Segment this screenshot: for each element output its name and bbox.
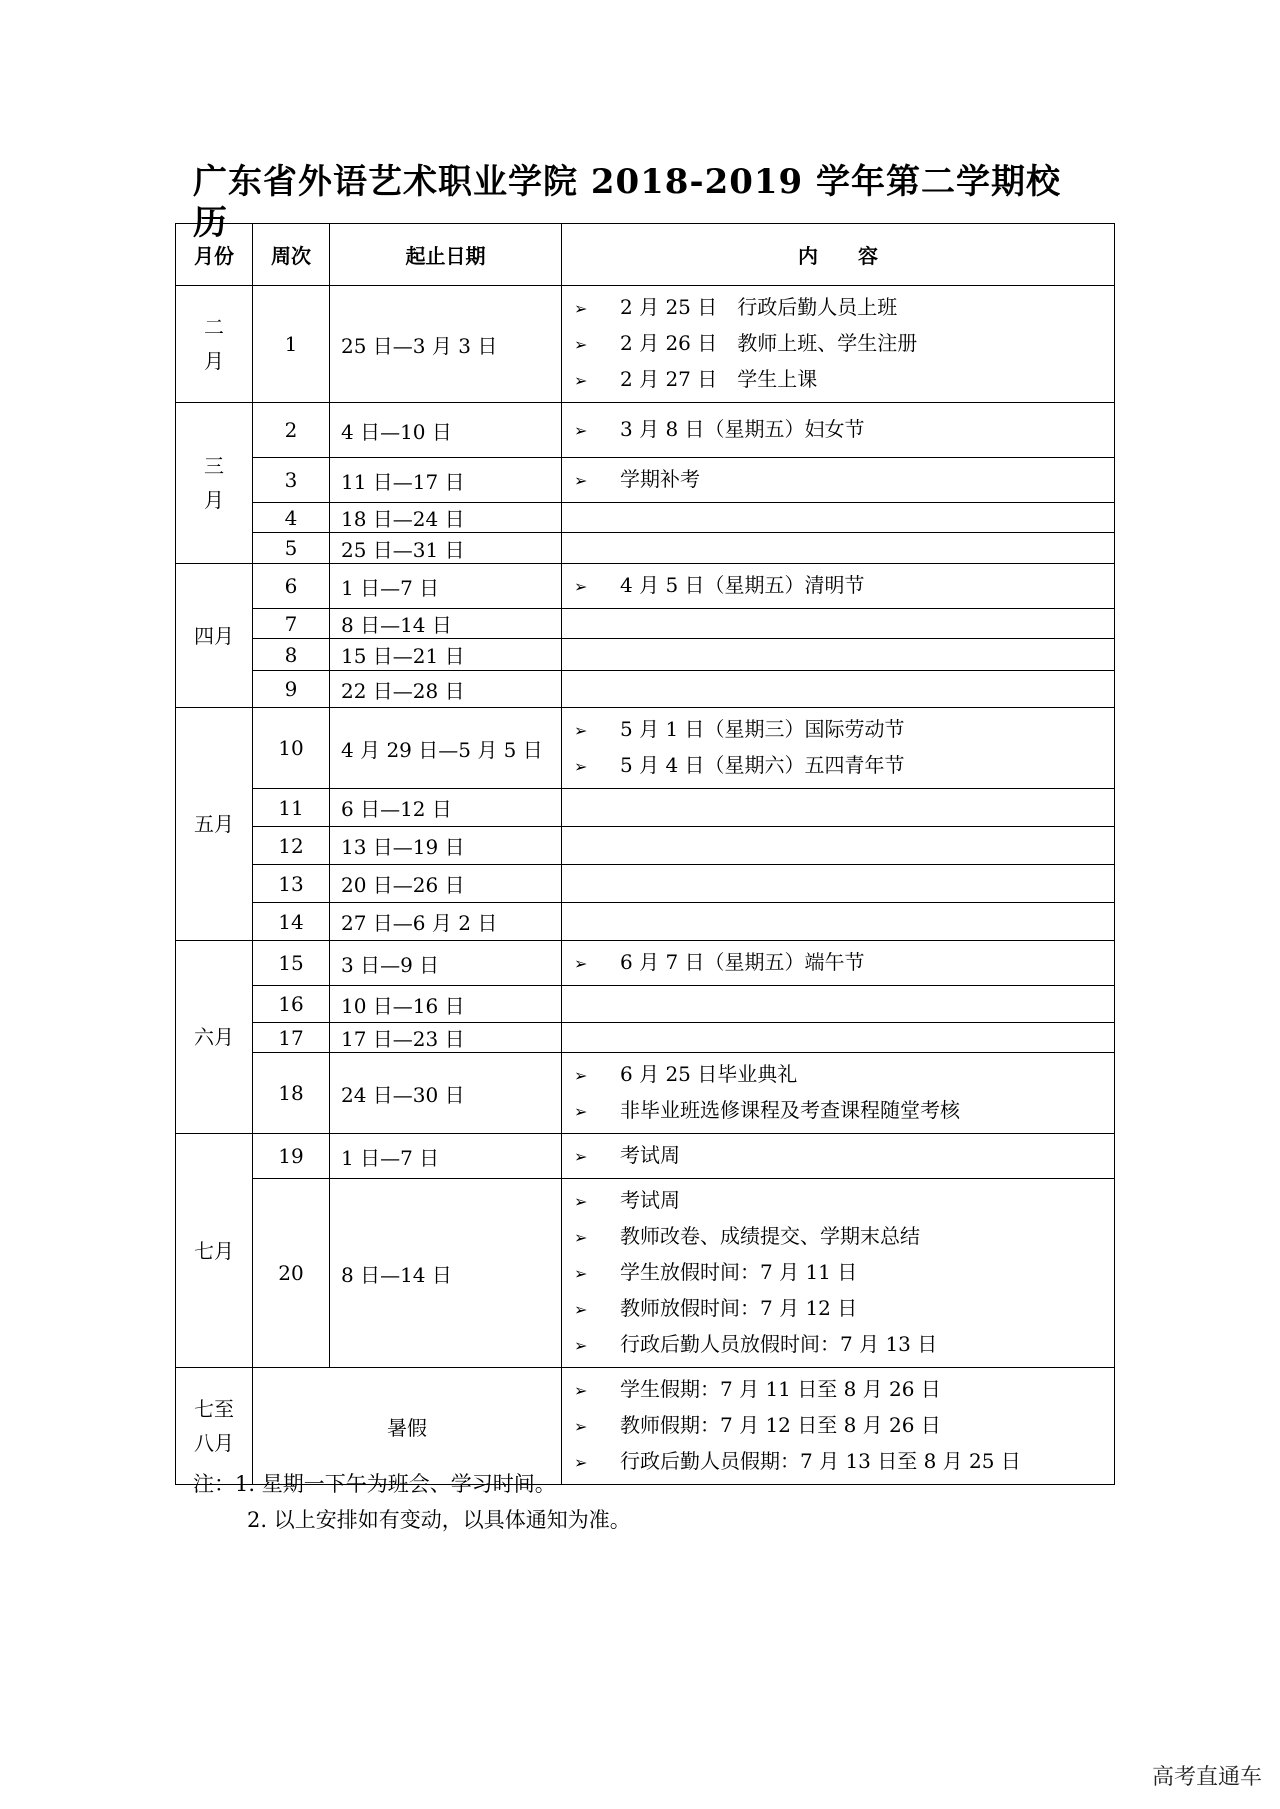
arrow-bullet-icon: ➢ xyxy=(574,1336,588,1355)
header-month: 月份 xyxy=(176,224,253,286)
content-item-text: 2 月 27 日 学生上课 xyxy=(620,367,818,391)
content-cell xyxy=(562,609,1115,639)
week-cell: 4 xyxy=(253,503,330,533)
date-range-cell: 4 月 29 日—5 月 5 日 xyxy=(330,708,562,789)
content-cell xyxy=(562,639,1115,671)
content-item-text: 5 月 4 日（星期六）五四青年节 xyxy=(620,753,905,777)
content-item xyxy=(574,1408,1114,1444)
table-row xyxy=(176,458,1115,503)
content-cell xyxy=(562,827,1115,865)
content-item xyxy=(574,748,1114,784)
content-cell xyxy=(562,708,1115,789)
content-cell xyxy=(562,286,1115,403)
content-item xyxy=(574,1219,1114,1255)
content-item xyxy=(574,712,1114,748)
table-row xyxy=(176,503,1115,533)
content-item xyxy=(574,1183,1114,1219)
week-cell: 17 xyxy=(253,1023,330,1053)
content-cell xyxy=(562,533,1115,564)
content-item-text: 5 月 1 日（星期三）国际劳动节 xyxy=(620,717,905,741)
header-content: 内 容 xyxy=(562,224,1115,286)
arrow-bullet-icon: ➢ xyxy=(574,1102,588,1121)
arrow-bullet-icon: ➢ xyxy=(574,954,588,973)
date-range-cell: 13 日—19 日 xyxy=(330,827,562,865)
content-item-text: 3 月 8 日（星期五）妇女节 xyxy=(620,417,865,441)
table-header-row xyxy=(176,224,1115,286)
week-cell: 1 xyxy=(253,286,330,403)
content-cell xyxy=(562,789,1115,827)
content-cell xyxy=(562,458,1115,503)
table-row xyxy=(176,671,1115,708)
content-item xyxy=(574,362,1114,398)
arrow-bullet-icon: ➢ xyxy=(574,335,588,354)
header-week: 周次 xyxy=(253,224,330,286)
week-cell: 15 xyxy=(253,941,330,986)
week-cell: 3 xyxy=(253,458,330,503)
page-title: 广东省外语艺术职业学院 2018-2019 学年第二学期校历 xyxy=(193,162,1062,243)
date-range-cell: 8 日—14 日 xyxy=(330,1179,562,1368)
content-cell xyxy=(562,671,1115,708)
month-cell: 二 月 xyxy=(176,286,253,403)
content-item-text: 学生放假时间：7 月 11 日 xyxy=(620,1260,858,1284)
content-item-text: 6 月 7 日（星期五）端午节 xyxy=(620,950,865,974)
date-range-cell: 17 日—23 日 xyxy=(330,1023,562,1053)
content-cell xyxy=(562,503,1115,533)
table-row xyxy=(176,564,1115,609)
content-item xyxy=(574,1093,1114,1129)
table-row xyxy=(176,1023,1115,1053)
content-item-text: 教师放假时间：7 月 12 日 xyxy=(620,1296,858,1320)
date-range-cell: 25 日—3 月 3 日 xyxy=(330,286,562,403)
arrow-bullet-icon: ➢ xyxy=(574,421,588,440)
arrow-bullet-icon: ➢ xyxy=(574,1066,588,1085)
content-item-text: 学期补考 xyxy=(620,467,700,491)
table-row xyxy=(176,789,1115,827)
header-dates: 起止日期 xyxy=(330,224,562,286)
content-cell xyxy=(562,564,1115,609)
content-item xyxy=(574,1291,1114,1327)
content-cell xyxy=(562,1179,1115,1368)
month-cell: 四月 xyxy=(176,564,253,708)
content-cell xyxy=(562,403,1115,458)
content-item-text: 行政后勤人员放假时间：7 月 13 日 xyxy=(620,1332,938,1356)
date-range-cell: 1 日—7 日 xyxy=(330,1134,562,1179)
watermark: 高考直通车 xyxy=(1151,1765,1262,1790)
content-cell xyxy=(562,903,1115,941)
week-cell: 20 xyxy=(253,1179,330,1368)
content-item-text: 教师改卷、成绩提交、学期末总结 xyxy=(620,1224,920,1248)
week-cell: 18 xyxy=(253,1053,330,1134)
table-row xyxy=(176,286,1115,403)
table-row xyxy=(176,986,1115,1023)
date-range-cell: 15 日—21 日 xyxy=(330,639,562,671)
content-item xyxy=(574,1327,1114,1363)
arrow-bullet-icon: ➢ xyxy=(574,721,588,740)
table-row xyxy=(176,1134,1115,1179)
table-row xyxy=(176,941,1115,986)
arrow-bullet-icon: ➢ xyxy=(574,471,588,490)
content-item xyxy=(574,1057,1114,1093)
note-2: 2. 以上安排如有变动，以具体通知为准。 xyxy=(247,1508,631,1532)
week-cell: 13 xyxy=(253,865,330,903)
date-range-cell: 27 日—6 月 2 日 xyxy=(330,903,562,941)
content-item xyxy=(574,945,1114,981)
arrow-bullet-icon: ➢ xyxy=(574,1192,588,1211)
week-cell: 8 xyxy=(253,639,330,671)
summer-vacation-cell: 暑假 xyxy=(253,1368,562,1485)
content-item-text: 4 月 5 日（星期五）清明节 xyxy=(620,573,865,597)
week-cell: 5 xyxy=(253,533,330,564)
table-row xyxy=(176,1053,1115,1134)
content-item xyxy=(574,568,1114,604)
arrow-bullet-icon: ➢ xyxy=(574,1147,588,1166)
week-cell: 14 xyxy=(253,903,330,941)
content-item xyxy=(574,462,1114,498)
content-cell xyxy=(562,865,1115,903)
month-cell: 三 月 xyxy=(176,403,253,564)
arrow-bullet-icon: ➢ xyxy=(574,1228,588,1247)
content-cell xyxy=(562,1368,1115,1485)
arrow-bullet-icon: ➢ xyxy=(574,757,588,776)
content-cell xyxy=(562,1134,1115,1179)
month-cell: 七至 八月 xyxy=(176,1368,253,1485)
date-range-cell: 8 日—14 日 xyxy=(330,609,562,639)
month-cell: 五月 xyxy=(176,708,253,941)
arrow-bullet-icon: ➢ xyxy=(574,1300,588,1319)
table-row xyxy=(176,865,1115,903)
arrow-bullet-icon: ➢ xyxy=(574,371,588,390)
table-row xyxy=(176,533,1115,564)
content-item-text: 行政后勤人员假期：7 月 13 日至 8 月 25 日 xyxy=(620,1449,1021,1473)
week-cell: 7 xyxy=(253,609,330,639)
calendar-table xyxy=(175,223,1115,1485)
content-item xyxy=(574,1372,1114,1408)
content-item-text: 非毕业班选修课程及考查课程随堂考核 xyxy=(620,1098,960,1122)
date-range-cell: 18 日—24 日 xyxy=(330,503,562,533)
month-cell: 七月 xyxy=(176,1134,253,1368)
content-cell xyxy=(562,1023,1115,1053)
content-cell xyxy=(562,941,1115,986)
content-item-text: 考试周 xyxy=(620,1188,680,1212)
date-range-cell: 1 日—7 日 xyxy=(330,564,562,609)
table-row xyxy=(176,827,1115,865)
table-row xyxy=(176,609,1115,639)
content-item-text: 6 月 25 日毕业典礼 xyxy=(620,1062,798,1086)
arrow-bullet-icon: ➢ xyxy=(574,577,588,596)
table-row xyxy=(176,639,1115,671)
content-item xyxy=(574,412,1114,448)
table-row xyxy=(176,1179,1115,1368)
arrow-bullet-icon: ➢ xyxy=(574,1417,588,1436)
content-item-text: 教师假期：7 月 12 日至 8 月 26 日 xyxy=(620,1413,941,1437)
week-cell: 12 xyxy=(253,827,330,865)
week-cell: 9 xyxy=(253,671,330,708)
date-range-cell: 20 日—26 日 xyxy=(330,865,562,903)
content-item xyxy=(574,326,1114,362)
content-item-text: 2 月 25 日 行政后勤人员上班 xyxy=(620,295,898,319)
date-range-cell: 11 日—17 日 xyxy=(330,458,562,503)
week-cell: 19 xyxy=(253,1134,330,1179)
week-cell: 10 xyxy=(253,708,330,789)
content-item xyxy=(574,1444,1114,1480)
arrow-bullet-icon: ➢ xyxy=(574,299,588,318)
content-item xyxy=(574,1138,1114,1174)
week-cell: 16 xyxy=(253,986,330,1023)
date-range-cell: 22 日—28 日 xyxy=(330,671,562,708)
date-range-cell: 3 日—9 日 xyxy=(330,941,562,986)
content-item xyxy=(574,290,1114,326)
date-range-cell: 6 日—12 日 xyxy=(330,789,562,827)
note-1: 注：1. 星期一下午为班会、学习时间。 xyxy=(193,1472,556,1496)
month-cell: 六月 xyxy=(176,941,253,1134)
week-cell: 6 xyxy=(253,564,330,609)
table-row xyxy=(176,708,1115,789)
arrow-bullet-icon: ➢ xyxy=(574,1381,588,1400)
content-cell xyxy=(562,1053,1115,1134)
week-cell: 2 xyxy=(253,403,330,458)
table-row xyxy=(176,903,1115,941)
date-range-cell: 25 日—31 日 xyxy=(330,533,562,564)
content-item-text: 2 月 26 日 教师上班、学生注册 xyxy=(620,331,918,355)
date-range-cell: 24 日—30 日 xyxy=(330,1053,562,1134)
week-cell: 11 xyxy=(253,789,330,827)
table-row xyxy=(176,403,1115,458)
content-item xyxy=(574,1255,1114,1291)
content-item-text: 考试周 xyxy=(620,1143,680,1167)
notes xyxy=(193,1466,631,1538)
content-item-text: 学生假期：7 月 11 日至 8 月 26 日 xyxy=(620,1377,941,1401)
date-range-cell: 4 日—10 日 xyxy=(330,403,562,458)
date-range-cell: 10 日—16 日 xyxy=(330,986,562,1023)
arrow-bullet-icon: ➢ xyxy=(574,1264,588,1283)
content-cell xyxy=(562,986,1115,1023)
calendar-body xyxy=(176,286,1115,1485)
arrow-bullet-icon: ➢ xyxy=(574,1453,588,1472)
